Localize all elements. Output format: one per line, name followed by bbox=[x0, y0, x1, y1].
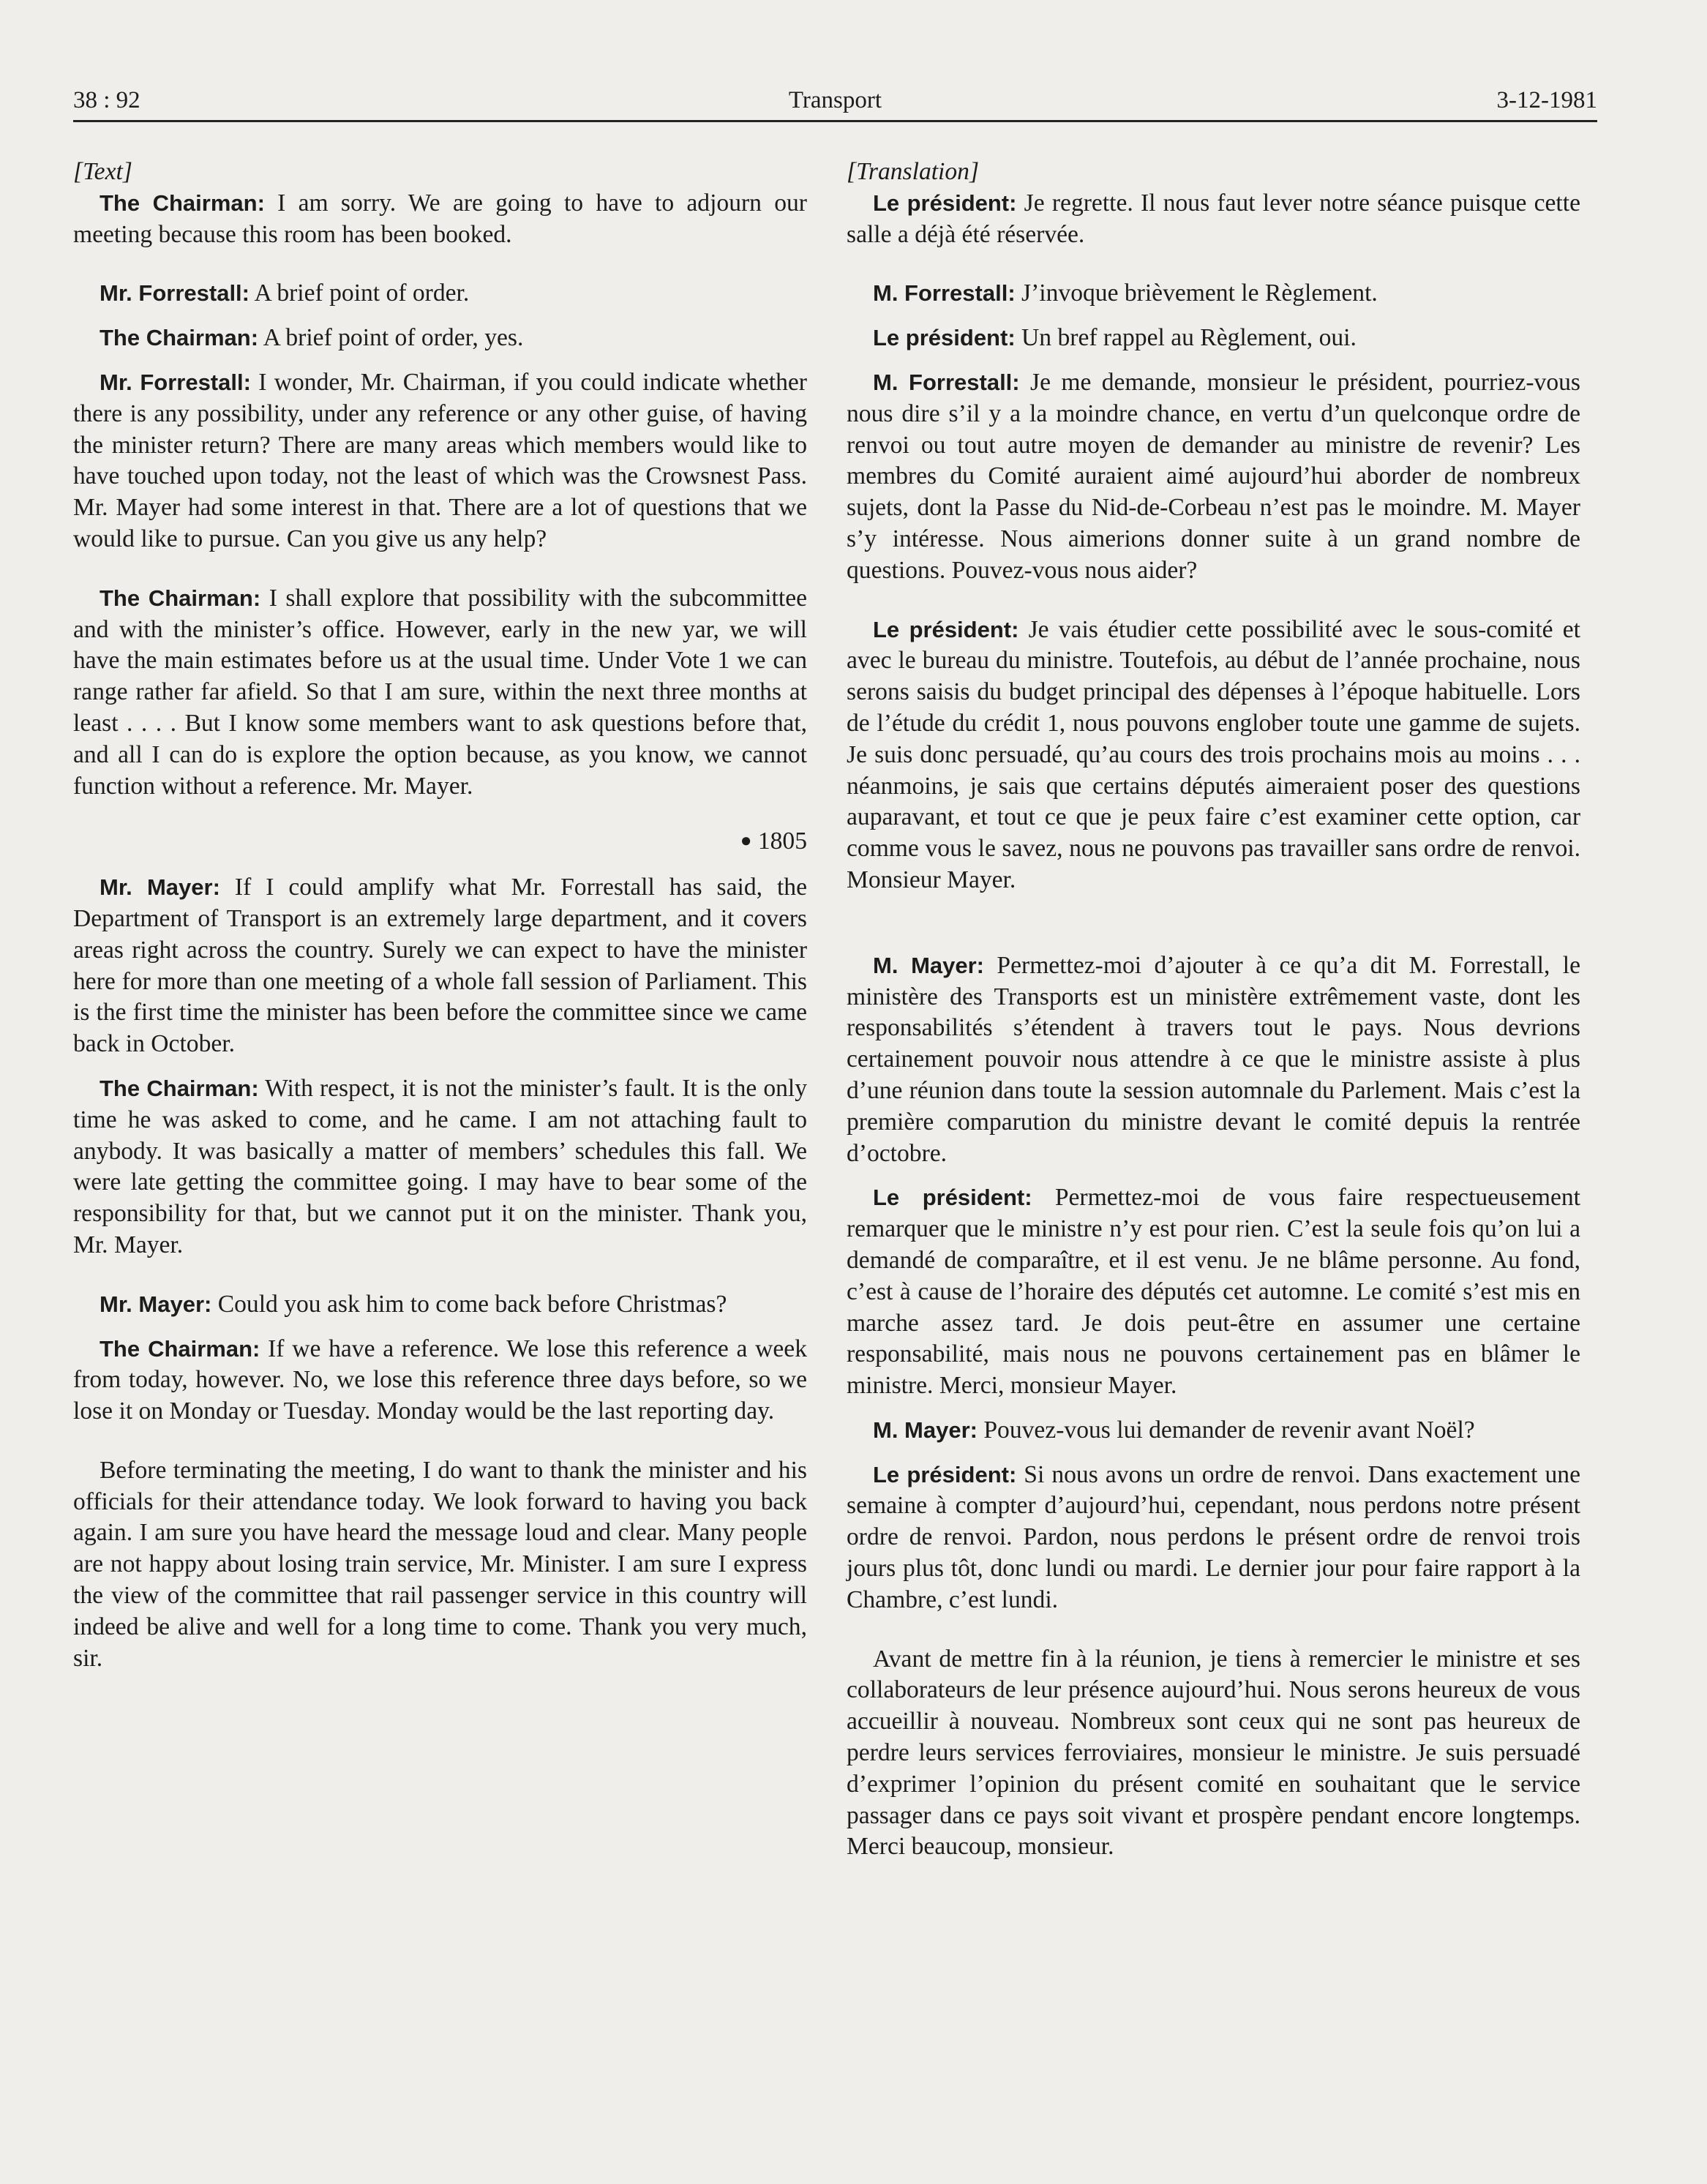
paragraph-text: Before terminating the meeting, I do want to thank the minister and his officials for their attendance today. We look forward to having you back again. I am sure you have heard the message loud and clear. Many people are not happy about losing train service, Mr. Minister. I am sure I express the view of the committee that rail passenger service in this country will indeed be alive and well for a long time to come. Thank you very much, sir. bbox=[73, 1456, 807, 1672]
paragraph-text: With respect, it is not the minister’s fault. It is the only time he was asked to come, and he came. I am not attaching fault to anybody. It was basically a matter of members’ schedules this fall. We were late getting the committee going. I may have to bear some of the responsibility for that, but we cannot put it on the minister. Thank you, Mr. Mayer. bbox=[73, 1074, 808, 1258]
paragraph bbox=[847, 1415, 1580, 1446]
paragraph bbox=[847, 188, 1580, 251]
page-number: 38 : 92 bbox=[73, 87, 140, 113]
time-marker bbox=[73, 825, 807, 858]
paragraph-text: Could you ask him to come back before Christmas? bbox=[211, 1290, 727, 1318]
paragraph-text: Permettez-moi de vous faire respectueusement remarquer que le ministre n’y est pour rien. C’est la seule fois qu’on lui a demandé de comparaître, et il est venu. Je ne blâme personne. Au fond, c’est à cause de l’horaire des députés cet automne. Le comité s’est mis en marche assez tard. Je dois peut-être en assumer une certaine responsabilité, mais nous ne pouvons certainement pas en blâmer le ministre. Merci, monsieur Mayer. bbox=[847, 1184, 1580, 1400]
speaker: Le président: bbox=[873, 189, 1017, 216]
speaker: M. Mayer: bbox=[873, 952, 985, 978]
speaker: Le président: bbox=[873, 1461, 1017, 1487]
paragraph bbox=[73, 583, 807, 803]
speaker: Le président: bbox=[873, 325, 1016, 351]
paragraph-text: J’invoque brièvement le Règlement. bbox=[1015, 279, 1378, 307]
paragraph-text: I shall explore that possibility with the subcommittee and with the minister’s office. However, early in the new yar, we will have the main estimates before us at the usual time. Under Vote 1 we can range rather far afield. So that I am sure, within the next three months at least . . . . But I know some members want to ask questions before that, and all I can do is explore the option because, as you know, we cannot function without a reference. Mr. Mayer. bbox=[73, 584, 808, 800]
paragraph-text: Un bref rappel au Règlement, oui. bbox=[1015, 324, 1357, 352]
speaker: M. Mayer: bbox=[873, 1416, 978, 1443]
paragraph-text: Je me demande, monsieur le président, pourriez-vous nous dire s’il y a la moindre chance, en vertu d’un quelconque ordre de renvoi ou tout autre moyen de demander au ministre de revenir? Les membres du Comité auraient aimé aujourd’hui aborder de nombreux sujets, dont la Passe du Nid-de-Corbeau n’est pas le moindre. M. Mayer s’y intéresse. Nous aimerions donner suite à un grand nombre de questions. Pouvez-vous nous aider? bbox=[847, 368, 1580, 584]
speaker: The Chairman: bbox=[100, 189, 265, 216]
paragraph bbox=[847, 278, 1580, 309]
paragraph-text: Pouvez-vous lui demander de revenir avant Noël? bbox=[977, 1416, 1475, 1444]
column-label-translation: [Translation] bbox=[847, 158, 980, 185]
speaker: The Chairman: bbox=[100, 1335, 260, 1362]
speaker: Mr. Forrestall: bbox=[100, 369, 251, 395]
bullet-icon: ● bbox=[740, 830, 752, 852]
english-column bbox=[73, 157, 807, 1687]
french-column bbox=[847, 157, 1580, 1876]
paragraph-text: I am sorry. We are going to have to adjourn our meeting because this room has been booked. bbox=[73, 189, 807, 248]
paragraph-text: I wonder, Mr. Chairman, if you could indicate whether there is any possibility, under any reference or any other guise, of having the minister return? There are many areas which members would like to have touched upon today, not the least of which was the Crowsnest Pass. Mr. Mayer had some interest in that. There are a lot of questions that we would like to pursue. Can you give us any help? bbox=[73, 368, 807, 552]
paragraph bbox=[847, 615, 1580, 896]
paragraph bbox=[73, 278, 807, 309]
paragraph bbox=[847, 1182, 1580, 1402]
paragraph bbox=[73, 1455, 807, 1675]
paragraph-text: A brief point of order. bbox=[250, 279, 470, 307]
paragraph-text: Permettez-moi d’ajouter à ce qu’a dit M. Forrestall, le ministère des Transports est un ministère extrêmement vaste, dont les responsabilités s’étendent à travers tout le pays. Nous devrions certainement pouvoir nous attendre à ce que le ministre assiste à plus d’une réunion dans toute la session automnale du Parlement. Mais c’est la première comparution du ministre devant le comité depuis la rentrée d’octobre. bbox=[847, 951, 1580, 1167]
speaker: The Chairman: bbox=[100, 585, 261, 611]
speaker: The Chairman: bbox=[100, 1075, 259, 1101]
paragraph bbox=[847, 1460, 1580, 1616]
label-text: Text bbox=[83, 158, 123, 185]
speaker: Mr. Mayer: bbox=[100, 1291, 212, 1317]
speaker: The Chairman: bbox=[100, 325, 259, 351]
paragraph bbox=[73, 1073, 807, 1261]
header-date: 3-12-1981 bbox=[1496, 87, 1597, 113]
label-text: Translation bbox=[856, 158, 969, 185]
paragraph bbox=[847, 367, 1580, 587]
paragraph-text: If we have a reference. We lose this reference a week from today, however. No, we lose this reference three days before, so we lose it on Monday or Tuesday. Monday would be the last reporting day. bbox=[73, 1335, 807, 1425]
paragraph-text: Avant de mettre fin à la réunion, je tiens à remercier le ministre et ses collaborateurs de leur présence aujourd’hui. Nous serons heureux de vous accueillir à nouveau. Nombreux sont ceux qui ne sont pas heureux de perdre leurs services ferroviaires, monsieur le ministre. Je suis persuadé d’exprimer l’opinion du présent comité en souhaitant que le service passager dans ce pays soit vivant et prospère pendant encore longtemps. Merci beaucoup, monsieur. bbox=[847, 1645, 1580, 1861]
paragraph-text: Je vais étudier cette possibilité avec le sous-comité et avec le bureau du ministre. Toutefois, au début de l’année prochaine, nous serons saisis du budget principal des dépenses à l’époque habituelle. Lors de l’étude du crédit 1, nous pouvons englober toute une gamme de sujets. Je suis donc persuadé, qu’au cours des trois prochains mois au moins . . . néanmoins, je sais que certains députés aimeraient poser des questions auparavant, et tout ce que je peux faire c’est examiner cette option, car comme vous le savez, nous ne pouvons pas travailler sans ordre de renvoi. Monsieur Mayer. bbox=[847, 615, 1580, 893]
paragraph bbox=[847, 950, 1580, 1170]
speaker: Le président: bbox=[873, 616, 1019, 642]
speaker: Le président: bbox=[873, 1185, 1032, 1211]
paragraph bbox=[73, 1289, 807, 1321]
paragraph bbox=[847, 323, 1580, 354]
paragraph bbox=[73, 872, 807, 1060]
speaker: M. Forrestall: bbox=[873, 280, 1016, 307]
column-label-text: [Text] bbox=[73, 158, 132, 185]
paragraph bbox=[73, 323, 807, 354]
paragraph bbox=[847, 1644, 1580, 1864]
paragraph bbox=[73, 188, 807, 251]
header-title: Transport bbox=[788, 87, 882, 113]
speaker: Mr. Forrestall: bbox=[100, 280, 250, 307]
paragraph-text: If I could amplify what Mr. Forrestall has said, the Department of Transport is an extremely large department, and it covers areas right across the country. Surely we can expect to have the minister here for more than one meeting of a whole fall session of Parliament. This is the first time the minister has been before the committee since we came back in October. bbox=[73, 874, 807, 1058]
paragraph-text: Je regrette. Il nous faut lever notre séance puisque cette salle a déjà été réservée. bbox=[847, 189, 1580, 248]
speaker: Mr. Mayer: bbox=[100, 874, 220, 901]
paragraph bbox=[73, 367, 807, 555]
paragraph-text: Si nous avons un ordre de renvoi. Dans exactement une semaine à compter d’aujourd’hui, cependant, nous perdons notre présent ordre de renvoi. Pardon, nous perdons le présent ordre de renvoi trois jours plus tôt, donc lundi ou mardi. Le dernier jour pour faire rapport à la Chambre, c’est lundi. bbox=[847, 1460, 1580, 1613]
paragraph-text: A brief point of order, yes. bbox=[258, 324, 524, 352]
running-header bbox=[73, 82, 1597, 122]
speaker: M. Forrestall: bbox=[873, 369, 1020, 395]
time-marker-text: 1805 bbox=[757, 828, 807, 855]
paragraph bbox=[73, 1334, 807, 1427]
